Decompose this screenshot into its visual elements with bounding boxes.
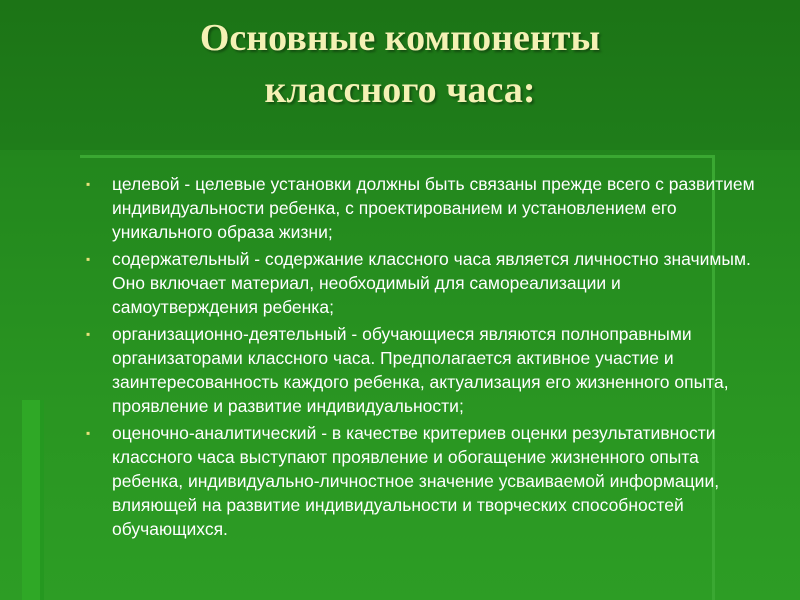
slide-title-line-2: классного часа:	[264, 69, 536, 111]
slide-title	[40, 12, 760, 116]
bullet-square-icon: ▪	[86, 327, 91, 341]
bullet-list	[86, 172, 766, 544]
left-decorative-band-edge	[40, 400, 44, 600]
horizontal-divider	[80, 155, 715, 158]
bullet-text: содержательный - содержание классного часа является личностно значимым. Оно включает материал, необходимый для самореализации и самоутверждения ребенка;	[112, 249, 751, 317]
bullet-item-content	[86, 247, 766, 319]
left-decorative-band	[22, 400, 40, 600]
bullet-text: оценочно-аналитический - в качестве критериев оценки результативности классного часа выступают проявление и обогащение жизненного опыта ребенка, индивидуально-личностное значение усваиваемой информации, влияющей на развитие индивидуальности и творческих способностей обучающихся.	[112, 423, 720, 539]
slide-title-line-1: Основные компоненты	[199, 17, 601, 59]
bullet-square-icon: ▪	[86, 252, 91, 266]
bullet-item-target	[86, 172, 766, 244]
bullet-square-icon: ▪	[86, 426, 91, 440]
bullet-text: организационно-деятельный - обучающиеся являются полноправными организаторами классного часа. Предполагается активное участие и заинтересованность каждого ребенка, актуализация его жизненного опыта, проявление и развитие индивидуальности;	[112, 324, 729, 416]
bullet-text: целевой - целевые установки должны быть связаны прежде всего с развитием индивидуальности ребенка, с проектированием и установлением его уникального образа жизни;	[112, 174, 755, 242]
bullet-item-evaluative	[86, 421, 766, 541]
bullet-square-icon: ▪	[86, 177, 91, 191]
bullet-item-organizational	[86, 322, 766, 418]
